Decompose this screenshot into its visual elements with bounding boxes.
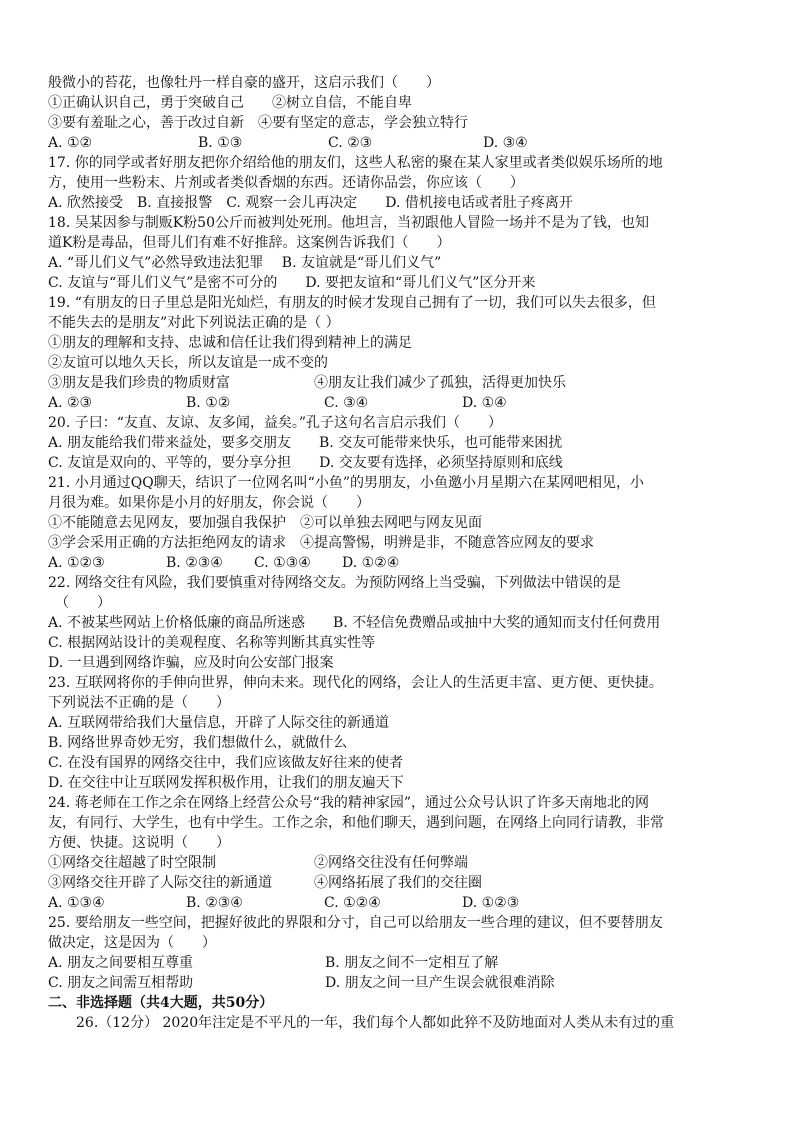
answer-option: A. ②③ xyxy=(48,395,93,411)
text-line: A. 互联网带给我们大量信息，开辟了人际交往的新通道 xyxy=(48,715,390,731)
text-line: 道K粉是毒品，但哥儿们有难不好推辞。这案例告诉我们（ ） xyxy=(48,235,451,251)
answer-option: A. 朋友之间要相互尊重 xyxy=(48,955,194,971)
text-line: 24. 蒋老师在工作之余在网络上经营公众号“我的精神家园”，通过公众号认识了许多天南地北的网 xyxy=(48,795,650,811)
text-line: C. 在没有国界的网络交往中，我们应该做友好往来的使者 xyxy=(48,755,404,771)
text-line: 26.（12分） 2020年注定是不平凡的一年，我们每个人都如此猝不及防地面对人类从未有过的重 xyxy=(76,1015,675,1031)
section-heading: 二、非选择题（共4大题，共50分） xyxy=(48,995,274,1011)
text-line: B. 网络世界奇妙无穷，我们想做什么，就做什么 xyxy=(48,735,348,751)
answer-option: B. ①② xyxy=(186,395,231,411)
text-line: ①朋友的理解和支持、忠诚和信任让我们得到精神上的满足 xyxy=(48,335,412,351)
answer-option: A. ①②③ xyxy=(48,555,105,571)
text-line: A. 欣然接受 B. 直接报警 C. 观察一会儿再决定 D. 借机接电话或者肚子疼离开 xyxy=(48,195,573,211)
answer-option: B. ②③④ xyxy=(166,555,223,571)
answer-options-row xyxy=(48,553,762,573)
answer-option: D. 朋友之间一旦产生误会就很难消除 xyxy=(325,975,555,991)
text-line: 友，有同行、大学生，也有中学生。工作之余，和他们聊天，遇到问题，在网络上向同行请教，非常 xyxy=(48,815,664,831)
text-line: D. 在交往中让互联网发挥积极作用，让我们的朋友遍天下 xyxy=(48,775,404,791)
text-line: ③网络交往开辟了人际交往的新通道 ④网络拓展了我们的交往圈 xyxy=(48,875,482,891)
text-line: ③朋友是我们珍贵的物质财富 ④朋友让我们减少了孤独，活得更加快乐 xyxy=(48,375,566,391)
answer-option: B. ②③④ xyxy=(186,895,243,911)
text-line: 17. 你的同学或者好朋友把你介绍给他的朋友们，这些人私密的聚在某人家里或者类似娱乐场所的地 xyxy=(48,155,663,171)
text-line: D. 一旦遇到网络诈骗，应及时向公安部门报案 xyxy=(48,655,334,671)
answer-option: D. ①②③ xyxy=(462,895,520,911)
answer-options-row xyxy=(48,893,762,913)
text-line: 20. 子曰：“友直、友谅、友多闻，益矣。”孔子这句名言启示我们（ ） xyxy=(48,415,503,431)
text-line: 做决定，这是因为（ ） xyxy=(48,935,216,951)
exam-page xyxy=(48,73,762,1033)
answer-option: C. ①②④ xyxy=(324,895,381,911)
text-line: 25. 要给朋友一些空间，把握好彼此的界限和分寸，自己可以给朋友一些合理的建议，但不要替朋友 xyxy=(48,915,663,931)
answer-option: C. 朋友之间需互相帮助 xyxy=(48,975,194,991)
answer-options-row xyxy=(48,133,762,153)
text-line: 方，使用一些粉末、片剂或者类似香烟的东西。还请你品尝，你应该（ ） xyxy=(48,175,524,191)
text-line: ②友谊可以地久天长，所以友谊是一成不变的 xyxy=(48,355,328,371)
answer-option: A. ①② xyxy=(48,135,93,151)
text-line: 方便、快捷。这说明（ ） xyxy=(48,835,230,851)
text-line: ①正确认识自己，勇于突破自己 ②树立自信，不能自卑 xyxy=(48,95,412,111)
text-line: 月很为难。如果你是小月的好朋友，你会说（ ） xyxy=(48,495,370,511)
text-line: 般微小的苔花，也像牡丹一样自豪的盛开，这启示我们（ ） xyxy=(48,75,440,91)
answer-option: D. ①②④ xyxy=(342,555,400,571)
text-line: A. 朋友能给我们带来益处，要多交朋友 B. 交友可能带来快乐，也可能带来困扰 xyxy=(48,435,563,451)
text-line: ①网络交往超越了时空限制 ②网络交往没有任何弊端 xyxy=(48,855,468,871)
text-line: C. 友谊与“哥儿们义气”是密不可分的 D. 要把友谊和“哥儿们义气”区分开来 xyxy=(48,275,536,291)
text-line: （ ） xyxy=(48,595,111,611)
answer-options-row xyxy=(48,393,762,413)
text-line: 19. “有朋友的日子里总是阳光灿烂，有朋友的时候才发现自己拥有了一切，我们可以失去很多，但 xyxy=(48,295,656,311)
text-line: 23. 互联网将你的手伸向世界，伸向未来。现代化的网络，会让人的生活更丰富、更方便、更快捷。 xyxy=(48,675,663,691)
text-line: ③要有羞耻之心，善于改过自新 ④要有坚定的意志，学会独立特行 xyxy=(48,115,468,131)
text-line: A. 不被某些网站上价格低廉的商品所迷惑 B. 不轻信免费赠品或抽中大奖的通知而支付任何费用 xyxy=(48,615,661,631)
answer-options-row xyxy=(48,953,762,973)
answer-option: A. ①③④ xyxy=(48,895,105,911)
text-line: 18. 吴某因参与制贩K粉50公斤而被判处死刑。他坦言，当初跟他人冒险一场并不是为了钱，也知 xyxy=(48,215,649,231)
text-line: ③学会采用正确的方法拒绝网友的请求 ④提高警惕，明辨是非，不随意答应网友的要求 xyxy=(48,535,594,551)
answer-option: B. ①③ xyxy=(198,135,243,151)
answer-option: C. ②③ xyxy=(328,135,373,151)
text-line: ①不能随意去见网友，要加强自我保护 ②可以单独去网吧与网友见面 xyxy=(48,515,482,531)
answer-option: B. 朋友之间不一定相互了解 xyxy=(325,955,499,971)
answer-option: C. ③④ xyxy=(324,395,369,411)
text-line: A. “哥儿们义气”必然导致违法犯罪 B. 友谊就是“哥儿们义气” xyxy=(48,255,442,271)
text-line: 21. 小月通过QQ聊天，结识了一位网名叫“小鱼”的男朋友，小鱼邀小月星期六在某网吧相见，小 xyxy=(48,475,644,491)
text-line: 22. 网络交往有风险，我们要慎重对待网络交友。为预防网络上当受骗，下列做法中错误的是 xyxy=(48,575,621,591)
answer-option: C. ①③④ xyxy=(254,555,311,571)
answer-options-row xyxy=(48,973,762,993)
answer-option: D. ③④ xyxy=(483,135,528,151)
answer-option: D. ①④ xyxy=(462,395,507,411)
text-line: 不能失去的是朋友”对此下列说法正确的是（ ） xyxy=(48,315,340,331)
text-line: 下列说法不正确的是（ ） xyxy=(48,695,230,711)
text-line: C. 根据网站设计的美观程度、名称等判断其真实性等 xyxy=(48,635,376,651)
text-line: C. 友谊是双向的、平等的，要分享分担 D. 交友要有选择，必须坚持原则和底线 xyxy=(48,455,563,471)
